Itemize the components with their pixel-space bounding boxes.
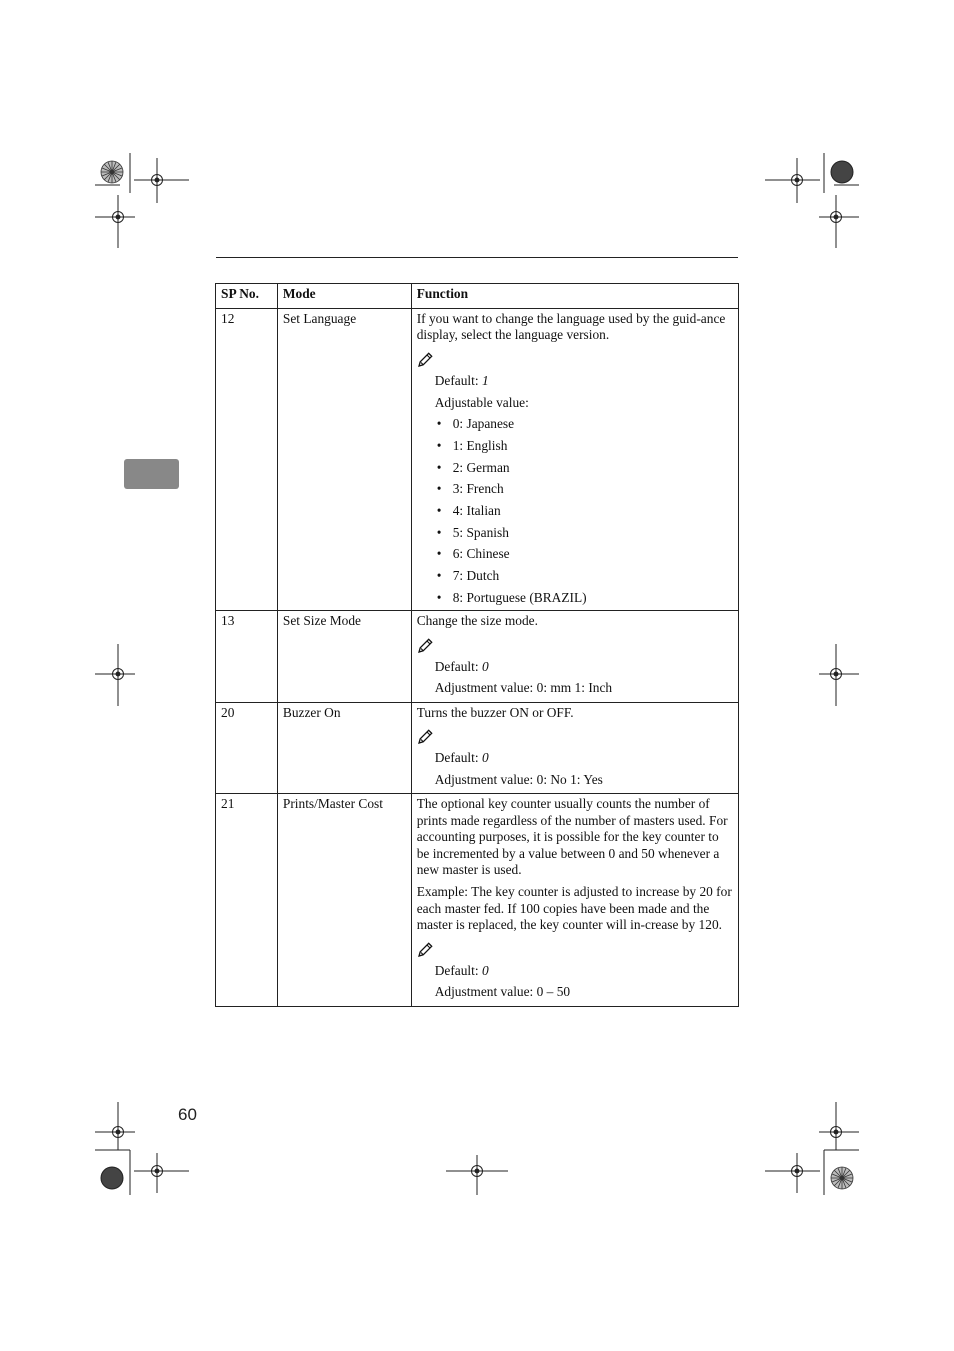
list-item: • 6: Chinese: [453, 546, 733, 562]
mode-name: Set Size Mode: [277, 611, 411, 703]
adjust-line: Adjustment value: 0 – 50: [434, 984, 571, 1000]
right-middle-registration-mark: [810, 640, 870, 710]
top-right-registration-marks: [752, 150, 862, 260]
bottom-right-registration-marks: [752, 1098, 862, 1198]
header-rule: [216, 257, 738, 258]
table-row: [216, 309, 739, 611]
crosshair-icon: [819, 195, 859, 248]
function-cell: [411, 702, 738, 794]
starburst-icon: [831, 1167, 853, 1189]
starburst-icon: [831, 161, 853, 183]
crosshair-icon: [819, 644, 859, 706]
list-item: • 5: Spanish: [453, 525, 733, 541]
header-mode: Mode: [277, 284, 411, 309]
crosshair-icon: [134, 158, 189, 203]
chapter-tab: [124, 459, 179, 489]
sp-number: 20: [216, 702, 278, 794]
default-value: 0: [481, 750, 489, 766]
function-example: Example: The key counter is adjusted to increase by 20 for each master fed. If 100 copies have been made and the master is replaced, the key counter will in-crease by 120.: [416, 884, 732, 933]
list-item: • 1: English: [453, 438, 733, 454]
default-value: 0: [481, 962, 489, 978]
list-item: • 7: Dutch: [453, 568, 733, 584]
mode-name: Prints/Master Cost: [277, 794, 411, 1006]
bottom-center-registration-mark: [440, 1150, 515, 1200]
adjust-line: Adjustment value: 0: mm 1: Inch: [434, 680, 613, 696]
function-description: The optional key counter usually counts the number of prints made regardless of the number of masters used. For accounting purposes, it is possible for the key counter to be incremented by a value between 0 and 50 whenever a new master is used.: [416, 796, 728, 877]
function-cell: [411, 794, 738, 1006]
sp-number: 13: [216, 611, 278, 703]
default-line: Default: 0: [434, 962, 489, 978]
crosshair-icon: [819, 1102, 859, 1150]
list-item: • 2: German: [453, 460, 733, 476]
sp-number: 12: [216, 309, 278, 611]
table-row: [216, 611, 739, 703]
default-line: Default: 1: [434, 372, 489, 388]
crosshair-icon: [95, 1102, 135, 1150]
language-options-list: [417, 416, 733, 606]
header-sp-no: SP No.: [216, 284, 278, 309]
pencil-note-icon: [417, 942, 433, 958]
default-value: 1: [481, 372, 489, 388]
function-description: If you want to change the language used by the guid-ance display, select the language version.: [416, 311, 726, 343]
starburst-icon: [101, 161, 123, 183]
list-item: • 0: Japanese: [453, 416, 733, 432]
mode-name: Set Language: [277, 309, 411, 611]
adjust-line: Adjustment value: 0: No 1: Yes: [434, 771, 603, 787]
table-header-row: [216, 284, 739, 309]
top-left-registration-marks: [92, 150, 202, 260]
sp-mode-table: [215, 283, 739, 1007]
table-row: [216, 794, 739, 1006]
list-item: • 4: Italian: [453, 503, 733, 519]
table-row: [216, 702, 739, 794]
header-function: Function: [411, 284, 738, 309]
page-number: 60: [178, 1105, 197, 1124]
sp-number: 21: [216, 794, 278, 1006]
function-cell: [411, 309, 738, 611]
crosshair-icon: [446, 1155, 508, 1195]
pencil-note-icon: [417, 729, 433, 745]
crosshair-icon: [134, 1153, 189, 1193]
starburst-icon: [101, 1167, 123, 1189]
default-line: Default: 0: [434, 658, 489, 674]
pencil-note-icon: [417, 352, 433, 368]
default-line: Default: 0: [434, 750, 489, 766]
function-description: Turns the buzzer ON or OFF.: [416, 704, 574, 720]
list-item: • 3: French: [453, 481, 733, 497]
list-item: • 8: Portuguese (BRAZIL): [453, 590, 733, 606]
crosshair-icon: [765, 158, 820, 203]
default-value: 0: [481, 658, 489, 674]
crosshair-icon: [95, 195, 135, 248]
function-cell: [411, 611, 738, 703]
adjust-line: Adjustable value:: [434, 394, 529, 410]
function-description: Change the size mode.: [416, 613, 538, 629]
crosshair-icon: [765, 1153, 820, 1193]
mode-name: Buzzer On: [277, 702, 411, 794]
pencil-note-icon: [417, 638, 433, 654]
left-middle-registration-mark: [92, 640, 152, 710]
crosshair-icon: [95, 644, 135, 706]
